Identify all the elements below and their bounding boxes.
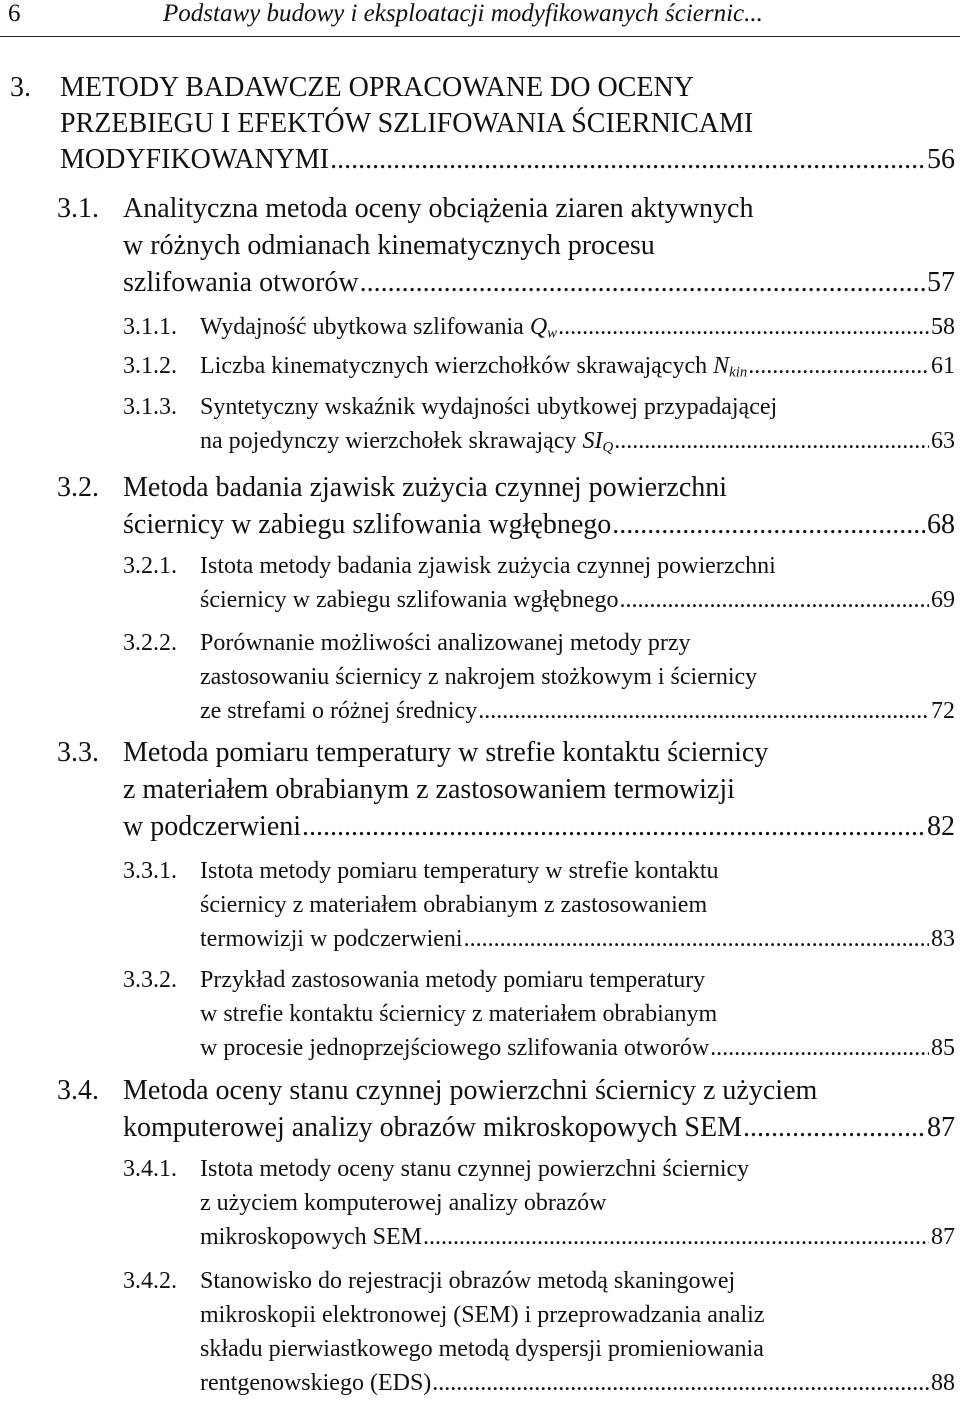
- toc-leader-dots: [464, 922, 929, 956]
- toc-title-last-line: rentgenowskiego (EDS): [200, 1370, 432, 1396]
- toc-page-number: 56: [927, 144, 955, 175]
- toc-entry-3-2-2[interactable]: [123, 626, 955, 728]
- toc-title-last-line: Liczba kinematycznych wierzchołków skrawających $N_{kin}$: [200, 353, 748, 381]
- toc-number: 3.2.1.: [123, 553, 177, 579]
- toc-title-last-line: Wydajność ubytkowa szlifowania $Q_w$: [200, 314, 558, 342]
- toc-page-number: 72: [931, 698, 955, 724]
- page-number: 6: [8, 0, 21, 27]
- toc-entry-3-3-2[interactable]: [123, 963, 955, 1065]
- toc-page-number: 58: [931, 314, 955, 340]
- toc-page-number: 87: [931, 1224, 955, 1250]
- toc-title-line: METODY BADAWCZE OPRACOWANE DO OCENY: [60, 72, 694, 103]
- toc-entry-3-1[interactable]: [57, 190, 955, 301]
- toc-number: 3.1.: [57, 193, 99, 224]
- symbol-q: Q: [529, 314, 548, 340]
- toc-entry-3-3-1[interactable]: [123, 854, 955, 956]
- toc-title-last-line: mikroskopowych SEM: [200, 1224, 422, 1250]
- toc-title-line: w strefie kontaktu ściernicy z materiałem obrabianym: [200, 1001, 718, 1027]
- toc-title-line: ściernicy z materiałem obrabianym z zastosowaniem: [200, 892, 708, 918]
- toc-entry-3-4[interactable]: [57, 1072, 955, 1146]
- toc-number: 3.3.: [57, 737, 99, 768]
- toc-title-line: mikroskopii elektronowej (SEM) i przeprowadzania analiz: [200, 1302, 765, 1328]
- toc-title-line: Porównanie możliwości analizowanej metody przy: [200, 630, 691, 656]
- toc-page-number: 68: [927, 509, 955, 540]
- toc-leader-dots: [710, 1031, 929, 1065]
- toc-number: 3.3.2.: [123, 967, 177, 993]
- toc-title-last-line: ściernicy w zabiegu szlifowania wgłębnego: [123, 509, 612, 540]
- toc-title-last-line: na pojedynczy wierzchołek skrawający $SI_Q$: [200, 428, 614, 456]
- toc-title-last-line: w podczerwieni: [123, 811, 302, 842]
- toc-title-line: Stanowisko do rejestracji obrazów metodą skaningowej: [200, 1268, 736, 1294]
- toc-title-line: składu pierwiastkowego metodą dyspersji promieniowania: [200, 1336, 764, 1362]
- toc-leader-dots: [620, 583, 929, 617]
- toc-leader-dots: [478, 694, 929, 728]
- toc-entry-3-3[interactable]: [57, 734, 955, 845]
- symbol-subscript: kin: [729, 364, 748, 381]
- symbol-subscript: w: [547, 325, 558, 342]
- toc-title-line: Analityczna metoda oceny obciążenia ziaren aktywnych: [123, 193, 754, 224]
- toc-leader-dots: [612, 506, 925, 543]
- toc-leader-dots: [614, 424, 929, 458]
- toc-title-last-line: ściernicy w zabiegu szlifowania wgłębnego: [200, 587, 619, 613]
- toc-entry-chapter-3[interactable]: [10, 70, 955, 178]
- toc-title-last-line: ze strefami o różnej średnicy: [200, 698, 478, 724]
- toc-title-line: z materiałem obrabianym z zastosowaniem termowizji: [123, 774, 735, 805]
- toc-number: 3.2.: [57, 472, 99, 503]
- toc-title-last-line: w procesie jednoprzejściowego szlifowania otworów: [200, 1035, 710, 1061]
- running-header: [0, 0, 960, 37]
- symbol-si: SI: [582, 428, 603, 454]
- toc-number: 3.4.: [57, 1075, 99, 1106]
- toc-number: 3.4.2.: [123, 1268, 177, 1294]
- toc-entry-3-2-1[interactable]: [123, 549, 955, 617]
- symbol-subscript: Q: [602, 439, 614, 456]
- toc-title-last-line: MODYFIKOWANYMI: [60, 144, 330, 175]
- toc-number: 3.4.1.: [123, 1156, 177, 1182]
- toc-title-line: z użyciem komputerowej analizy obrazów: [200, 1190, 607, 1216]
- toc-title-line: Metoda pomiaru temperatury w strefie kontaktu ściernicy: [123, 737, 769, 768]
- toc-number: 3.: [10, 72, 31, 103]
- toc-title-line: Istota metody oceny stanu czynnej powierzchni ściernicy: [200, 1156, 750, 1182]
- toc-leader-dots: [558, 310, 929, 344]
- toc-number: 3.1.2.: [123, 353, 177, 379]
- running-title: Podstawy budowy i eksploatacji modyfikowanych ściernic...: [163, 0, 763, 27]
- toc-title-line: PRZEBIEGU I EFEKTÓW SZLIFOWANIA ŚCIERNICAMI: [60, 108, 754, 139]
- toc-number: 3.1.1.: [123, 314, 177, 340]
- toc-title-last-line: termowizji w podczerwieni: [200, 926, 463, 952]
- toc-title-line: Metoda badania zjawisk zużycia czynnej powierzchni: [123, 472, 728, 503]
- toc-number: 3.2.2.: [123, 630, 177, 656]
- toc-page-number: 57: [927, 267, 955, 298]
- toc-page-number: 63: [931, 428, 955, 454]
- toc-title-line: w różnych odmianach kinematycznych procesu: [123, 230, 655, 261]
- toc-title-line: Syntetyczny wskaźnik wydajności ubytkowej przypadającej: [200, 394, 778, 420]
- toc-title-last-line: szlifowania otworów: [123, 267, 359, 298]
- toc-entry-3-1-3[interactable]: [123, 390, 955, 465]
- toc-page-number: 85: [931, 1035, 955, 1061]
- toc-title-line: Istota metody badania zjawisk zużycia czynnej powierzchni: [200, 553, 776, 579]
- toc-page-number: 82: [927, 811, 955, 842]
- toc-entry-3-1-1[interactable]: [123, 310, 955, 351]
- toc-leader-dots: [432, 1366, 929, 1400]
- toc-page-number: 87: [927, 1112, 955, 1143]
- toc-title-last-line: komputerowej analizy obrazów mikroskopowych SEM: [123, 1112, 742, 1143]
- toc-page-number: 83: [931, 926, 955, 952]
- toc-title-line: Istota metody pomiaru temperatury w strefie kontaktu: [200, 858, 719, 884]
- toc-page-number: 61: [931, 353, 955, 379]
- symbol-n: N: [713, 353, 730, 379]
- toc-leader-dots: [743, 1109, 925, 1146]
- toc-title-line: Przykład zastosowania metody pomiaru temperatury: [200, 967, 706, 993]
- toc-number: 3.3.1.: [123, 858, 177, 884]
- toc-number: 3.1.3.: [123, 394, 177, 420]
- toc-leader-dots: [302, 808, 925, 845]
- toc-leader-dots: [360, 264, 925, 301]
- toc-title-line: zastosowaniu ściernicy z nakrojem stożkowym i ściernicy: [200, 664, 758, 690]
- toc-entry-3-4-1[interactable]: [123, 1152, 955, 1254]
- toc-leader-dots: [330, 142, 925, 178]
- toc-entry-3-4-2[interactable]: [123, 1264, 955, 1400]
- toc-entry-3-1-2[interactable]: [123, 349, 955, 390]
- toc-entry-3-2[interactable]: [57, 469, 955, 543]
- toc-leader-dots: [748, 349, 929, 383]
- toc-title-line: Metoda oceny stanu czynnej powierzchni ściernicy z użyciem: [123, 1075, 818, 1106]
- toc-page-number: 69: [931, 587, 955, 613]
- toc-page-number: 88: [931, 1370, 955, 1396]
- toc-leader-dots: [423, 1220, 929, 1254]
